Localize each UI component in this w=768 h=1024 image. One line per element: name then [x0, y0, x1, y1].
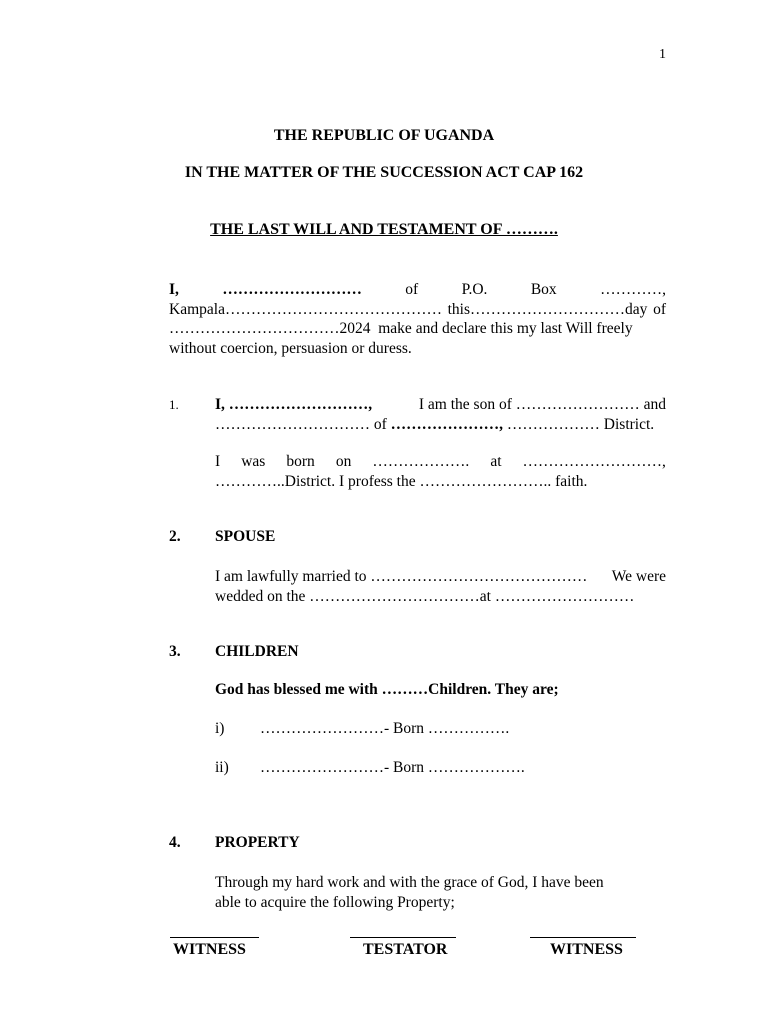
section-2-married-to: I am lawfully married to ……………………………………: [215, 568, 588, 585]
section-1-born-place: ………………………,: [522, 453, 666, 470]
section-1-line-2: [215, 415, 666, 435]
section-1-born-was: was: [241, 453, 266, 470]
section-1-born-i: I: [215, 453, 221, 470]
section-1-born-date: ……………….: [372, 453, 470, 470]
section-2-heading: SPOUSE: [215, 528, 276, 545]
intro-paragraph: [169, 280, 666, 358]
section-4-number: 4.: [169, 834, 181, 851]
intro-line-3: ……………………………2024 make and declare this my last Will freely: [169, 320, 633, 337]
intro-kampala: Kampala……………………………………: [169, 300, 442, 318]
section-1-line-2b: …………………,: [390, 415, 504, 433]
section-3-number: 3.: [169, 643, 181, 660]
section-1-born-at: at: [490, 453, 502, 470]
intro-box-number: …………,: [600, 281, 666, 298]
witness-right-signature-line: [530, 937, 636, 938]
section-1-paragraph-2: [215, 452, 666, 491]
intro-box: Box: [530, 281, 557, 298]
child-1-number: i): [215, 720, 225, 737]
section-1-born-born: born: [286, 453, 315, 470]
section-4-heading: PROPERTY: [215, 834, 300, 851]
section-1-line-1: [215, 395, 666, 415]
section-2-paragraph: [215, 567, 666, 606]
section-2-we-were: We were: [611, 568, 666, 585]
section-2-line-2: wedded on the ……………………………at ………………………: [215, 587, 635, 605]
will-title-text: THE LAST WILL AND TESTAMENT OF ……….: [210, 221, 558, 238]
will-title: [0, 221, 768, 239]
section-1-line-4: …………..District. I profess the …………………….. faith.: [215, 472, 588, 490]
testator-signature-line: [350, 937, 456, 938]
section-2-line-1: [215, 567, 666, 587]
republic-heading: THE REPUBLIC OF UGANDA: [273, 127, 495, 144]
section-1-born-on: on: [335, 453, 352, 470]
section-3-heading: CHILDREN: [215, 643, 299, 660]
child-2-number: ii): [215, 759, 229, 776]
witness-right-label: WITNESS: [550, 941, 623, 958]
intro-line-4: without coercion, persuasion or duress.: [169, 339, 412, 357]
section-4-paragraph: [215, 873, 666, 912]
witness-left-signature-line: [170, 937, 259, 938]
section-1-i-name: I, ………………………,: [215, 396, 373, 413]
section-1-line-3: [215, 452, 666, 472]
section-1-line-2c: ……………… District.: [503, 415, 655, 433]
child-2-text: ……………………- Born ……………….: [260, 759, 525, 776]
intro-line-1: [169, 280, 666, 300]
section-1-number: 1.: [169, 397, 179, 412]
intro-name-blank: ………………………: [222, 281, 362, 298]
succession-act-heading: IN THE MATTER OF THE SUCCESSION ACT CAP 162: [184, 164, 584, 181]
page-number: 1: [659, 47, 666, 62]
child-1-text: ……………………- Born …………….: [260, 720, 510, 737]
section-1-line-2a: ………………………… of: [215, 415, 391, 433]
intro-i: I,: [169, 281, 179, 298]
section-1-son-of: I am the son of …………………… and: [418, 396, 666, 413]
section-4-line-2: able to acquire the following Property;: [215, 893, 455, 911]
section-4-line-1: Through my hard work and with the grace of God, I have been: [215, 874, 604, 891]
section-2-number: 2.: [169, 528, 181, 545]
intro-line-2: [169, 300, 666, 320]
testator-label: TESTATOR: [363, 941, 448, 958]
intro-this-day: this…………………………day: [447, 300, 648, 318]
section-3-intro: God has blessed me with ………Children. They are;: [215, 681, 559, 698]
intro-of: of: [405, 281, 419, 298]
intro-of-2: of: [653, 300, 666, 318]
witness-left-label: WITNESS: [173, 941, 246, 958]
intro-po: P.O.: [461, 281, 488, 298]
section-1-paragraph-1: [215, 395, 666, 434]
